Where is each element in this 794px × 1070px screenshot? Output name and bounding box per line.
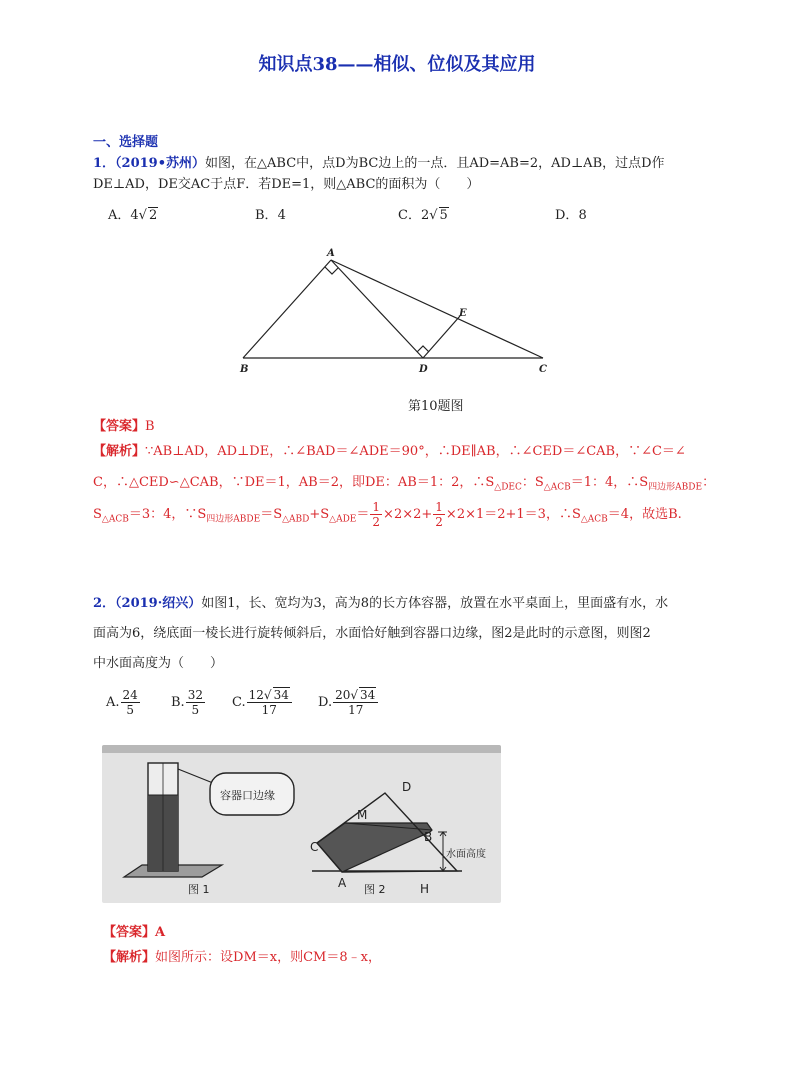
q1-stem-line2: DE⊥AD，DE交AC于点F．若DE=1，则△ABC的面积为（ ）	[93, 177, 480, 192]
q2-line1	[93, 592, 668, 611]
q2-stem-line2: 面高为6，绕底面一棱长进行旋转倾斜后，水面恰好触到容器口边缘，图2是此时的示意图，则图2	[93, 626, 651, 641]
segment-ac	[331, 260, 543, 358]
fig2-water-height-label: 水面高度	[446, 849, 486, 860]
label-d: D	[419, 364, 428, 375]
q2-number: 2．	[93, 596, 116, 611]
q1-analysis-line3: $S_{\triangle ACB}=3$：4，$\because S_{四边形ABDE}=S_{\triangle ABD}+S_{\triangle ADE}=$ $\frac{1}{2}$ ×2×2+ $\frac{1}{2}$ ×2×1＝2+1＝3，$\therefore S_{\triangle ACB}=4$，故选B.	[93, 500, 682, 529]
fig2-label: 图 2	[364, 883, 386, 896]
q1-number: 1．	[93, 156, 116, 171]
q1-source: （2019•苏州）	[115, 156, 206, 171]
right-angle-mark-a	[325, 267, 338, 274]
page-title: 知识点38——相似、位似及其应用	[258, 54, 536, 75]
segment-ad	[331, 260, 423, 358]
q2-option-a: A. $\frac{24}{5}$	[106, 688, 138, 717]
q2-analysis-line1: 【解析】如图所示：设DM＝x，则CM＝8﹣x，	[103, 950, 381, 965]
label-a: A	[327, 248, 335, 259]
q1-triangle-figure	[230, 248, 560, 380]
q2-option-d: D. $\frac{20√ 34}{17}$	[318, 688, 379, 717]
label-e: E	[459, 308, 467, 319]
fig2-point-b: B	[424, 830, 433, 844]
q1-option-b: B．4	[255, 208, 286, 223]
segment-ab	[243, 260, 331, 358]
q2-figure-drawing	[102, 745, 501, 903]
fig2-point-a: A	[338, 876, 347, 890]
q2-stem-line3: 中水面高度为（ ）	[93, 656, 224, 671]
label-b: B	[240, 364, 249, 375]
fig2-point-h: H	[420, 882, 430, 896]
fraction-half: $\frac{1}{2}$	[372, 500, 381, 529]
right-angle-mark-d	[417, 346, 429, 352]
fig1-label: 图 1	[188, 883, 210, 896]
q1-figure-caption: 第10题图	[408, 399, 464, 414]
q2-answer: 【答案】A	[103, 925, 166, 940]
q2-option-c: C. $\frac{12√ 34}{17}$	[232, 688, 293, 717]
fig1-callout-text: 容器口边缘	[220, 789, 275, 802]
q2-figure-photo	[102, 745, 501, 903]
q1-analysis-line2: C，∴△CED∽△CAB，∵DE＝1，AB＝2，即DE：AB＝1：2，$\therefore S_{\triangle DEC}$：$S_{\triangle ACB}=1$：4，$\therefore S_{四边形ABDE}$：	[93, 475, 716, 493]
q1-answer: 【答案】B	[93, 419, 155, 434]
q2-source: （2019·绍兴）	[115, 596, 202, 611]
q1-option-a: A．4√ 2	[108, 208, 158, 223]
fig2-point-c: C	[310, 840, 319, 854]
label-c: C	[539, 364, 547, 375]
q2-stem-line1: 如图1，长、宽均为3，高为8的长方体容器，放置在水平桌面上，里面盛有水，水	[201, 596, 669, 611]
q1-line1	[93, 152, 665, 171]
q1-option-c: C．2√ 5	[398, 208, 448, 223]
fig2-point-m: M	[357, 808, 368, 822]
q1-option-d: D．8	[555, 208, 587, 223]
section-heading: 一、选择题	[93, 135, 159, 150]
q2-option-b: B. $\frac{32}{5}$	[171, 688, 203, 717]
q1-stem-line1: 如图，在△ABC中，点D为BC边上的一点．且AD=AB=2，AD⊥AB，过点D作	[205, 156, 665, 171]
fraction-half: $\frac{1}{2}$	[435, 500, 443, 529]
fig2-point-d: D	[402, 780, 412, 794]
q1-analysis-line1: 【解析】∵AB⊥AD，AD⊥DE，∴∠BAD＝∠ADE＝90°，∴DE∥AB，∴∠CED＝∠CAB，∵∠C＝∠	[93, 444, 686, 459]
